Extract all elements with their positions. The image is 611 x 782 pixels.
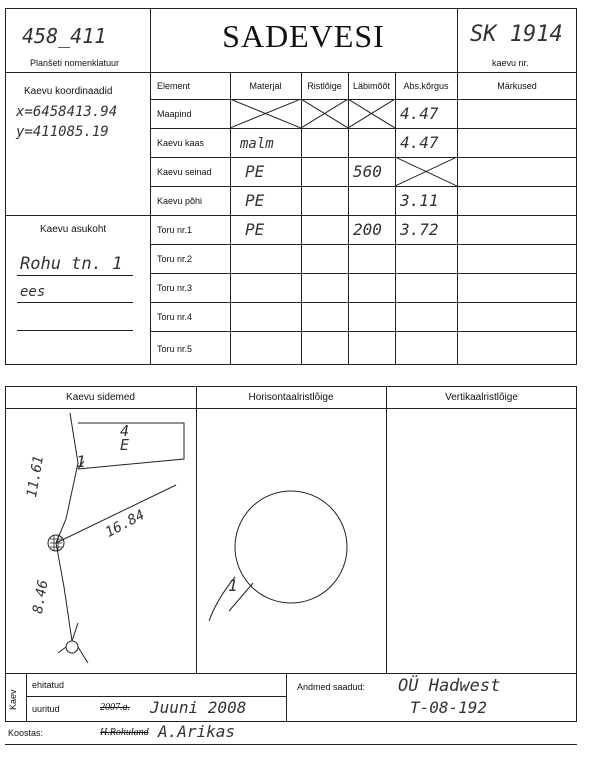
- crossed-cell-icon: [348, 99, 395, 128]
- col-header-diameter: Läbimõõt: [352, 80, 391, 91]
- page-title: SADEVESI: [222, 18, 385, 54]
- row-element-label: Toru nr.1: [157, 225, 193, 235]
- coord-x: x=6458413.94: [16, 104, 118, 120]
- data-from-label: Andmed saadud:: [297, 682, 366, 692]
- compiled-label: Koostas:: [8, 728, 44, 738]
- horizontal-section-drawing: [197, 409, 386, 673]
- col-header-notes: Märkused: [497, 80, 537, 91]
- material-value: PE: [245, 191, 265, 210]
- crossed-cell-icon: [301, 99, 348, 128]
- dimension-label: 11.61: [24, 454, 48, 499]
- surveyed-value: 2007.a.: [100, 702, 130, 713]
- col-header-element: Element: [157, 80, 191, 91]
- abs-height-value: 4.47: [400, 104, 439, 123]
- panel-title-connections: Kaevu sidemed: [66, 392, 135, 403]
- location-line-1: Rohu tn. 1: [20, 254, 123, 274]
- col-header-material: Materjal: [249, 80, 282, 91]
- well-number: SK 1914: [470, 22, 563, 47]
- sketch-pipe-label: 1: [76, 452, 86, 471]
- horizontal-pipe-label: 1: [228, 576, 238, 595]
- plansheet-label: Planšeti nomenklatuur: [30, 58, 120, 68]
- row-element-label: Kaevu kaas: [157, 138, 205, 148]
- row-element-label: Toru nr.4: [157, 312, 193, 322]
- data-from-value: T-08-192: [410, 698, 488, 717]
- row-element-label: Toru nr.2: [157, 254, 193, 264]
- compiled-handwritten: A.Arikas: [158, 722, 236, 741]
- location-label: Kaevu asukoht: [40, 224, 107, 235]
- panel-title-horizontal: Horisontaalristlõige: [248, 392, 334, 403]
- crossed-cell-icon: [230, 99, 301, 128]
- row-element-label: Toru nr.5: [157, 343, 193, 354]
- surveyed-label: uuritud: [32, 704, 60, 714]
- data-from-value: OÜ Hadwest: [398, 676, 501, 696]
- compiled-value: H.Rohuland: [100, 727, 149, 738]
- panel-title-vertical: Vertikaalristlõige: [445, 392, 518, 403]
- footer-side-label: Kaev: [8, 689, 18, 710]
- row-element-label: Kaevu seinad: [157, 167, 212, 177]
- plansheet-number: 458_411: [22, 24, 107, 48]
- abs-height-value: 3.11: [400, 191, 439, 210]
- site-sketch: [6, 409, 195, 673]
- material-value: PE: [245, 220, 265, 239]
- dimension-label: 8.46: [30, 578, 52, 615]
- surveyed-handwritten: Juuni 2008: [150, 698, 247, 717]
- well-label: kaevu nr.: [492, 58, 529, 68]
- row-element-label: Maapind: [157, 109, 192, 119]
- material-value: malm: [240, 136, 274, 152]
- row-element-label: Kaevu põhi: [157, 196, 203, 206]
- sketch-building-label: 4 E: [120, 422, 130, 454]
- location-line-2: ees: [20, 284, 46, 300]
- built-label: ehitatud: [32, 680, 65, 690]
- dimension-label: 16.84: [102, 507, 148, 541]
- crossed-cell-icon: [395, 157, 457, 186]
- abs-height-value: 4.47: [400, 133, 439, 152]
- col-header-height: Abs.kõrgus: [403, 80, 449, 91]
- diameter-value: 560: [353, 162, 382, 181]
- row-element-label: Toru nr.3: [157, 283, 193, 293]
- diameter-value: 200: [353, 220, 382, 239]
- coord-y: y=411085.19: [16, 124, 109, 140]
- material-value: PE: [245, 162, 265, 181]
- col-header-section: Ristlõige: [307, 80, 342, 91]
- coords-label: Kaevu koordinaadid: [24, 86, 113, 97]
- abs-height-value: 3.72: [400, 220, 439, 239]
